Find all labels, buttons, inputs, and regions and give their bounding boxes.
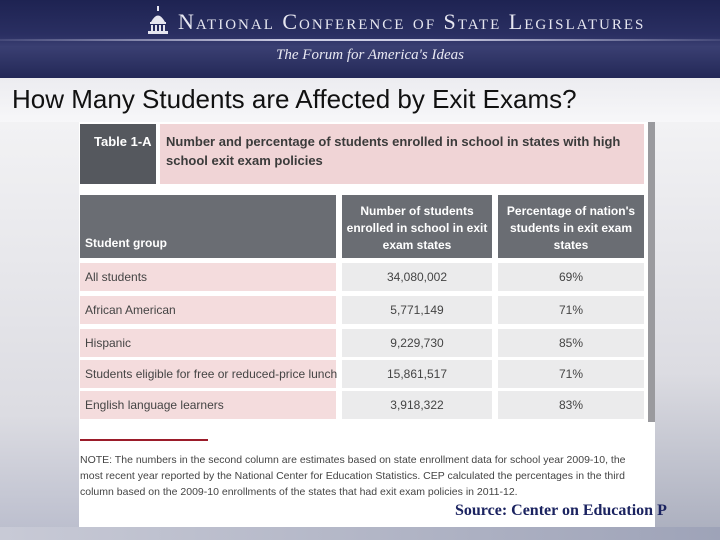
bottom-strip bbox=[0, 527, 720, 540]
slide-title: How Many Students are Affected by Exit Exams? bbox=[12, 84, 577, 114]
left-background-panel bbox=[0, 122, 79, 540]
row-enrollment-cell: 34,080,002 bbox=[342, 263, 492, 291]
capitol-dome-icon bbox=[147, 6, 169, 34]
banner-divider bbox=[0, 39, 720, 41]
row-enrollment-cell: 15,861,517 bbox=[342, 360, 492, 388]
column-header-percentage: Percentage of nation's students in exit exam states bbox=[498, 195, 644, 258]
row-percentage-cell: 83% bbox=[498, 391, 644, 419]
org-name: National Conference of State Legislatures bbox=[178, 9, 646, 34]
row-group-cell: Hispanic bbox=[80, 329, 336, 357]
document-edge bbox=[648, 122, 655, 422]
table-note: NOTE: The numbers in the second column are estimates based on state enrollment data for school year 2009-10, the most recent year reported by the National Center for Education Statistics. CEP calculated the percentages in the third column based on the 2009-10 enrollments of the states that had exit exam policies in 2011-12. bbox=[80, 454, 626, 498]
row-group-cell: All students bbox=[80, 263, 336, 291]
row-enrollment-cell: 3,918,322 bbox=[342, 391, 492, 419]
row-enrollment-cell: 9,229,730 bbox=[342, 329, 492, 357]
row-group-cell: English language learners bbox=[80, 391, 336, 419]
column-header-enrollment: Number of students enrolled in school in exit exam states bbox=[342, 195, 492, 258]
column-header-student-group: Student group bbox=[80, 195, 336, 258]
row-percentage-cell: 71% bbox=[498, 296, 644, 324]
row-group-cell: Students eligible for free or reduced-price lunch bbox=[80, 360, 336, 388]
row-enrollment-cell: 5,771,149 bbox=[342, 296, 492, 324]
row-percentage-cell: 85% bbox=[498, 329, 644, 357]
note-divider bbox=[80, 439, 208, 441]
row-percentage-cell: 69% bbox=[498, 263, 644, 291]
table-label: Table 1-A bbox=[80, 124, 156, 184]
table-caption: Number and percentage of students enrolled in school in states with high school exit exam policies bbox=[160, 124, 644, 184]
row-percentage-cell: 71% bbox=[498, 360, 644, 388]
right-background-panel bbox=[655, 122, 720, 540]
row-group-cell: African American bbox=[80, 296, 336, 324]
org-tagline: The Forum for America's Ideas bbox=[276, 47, 464, 63]
source-citation: Source: Center on Education P bbox=[455, 502, 667, 519]
